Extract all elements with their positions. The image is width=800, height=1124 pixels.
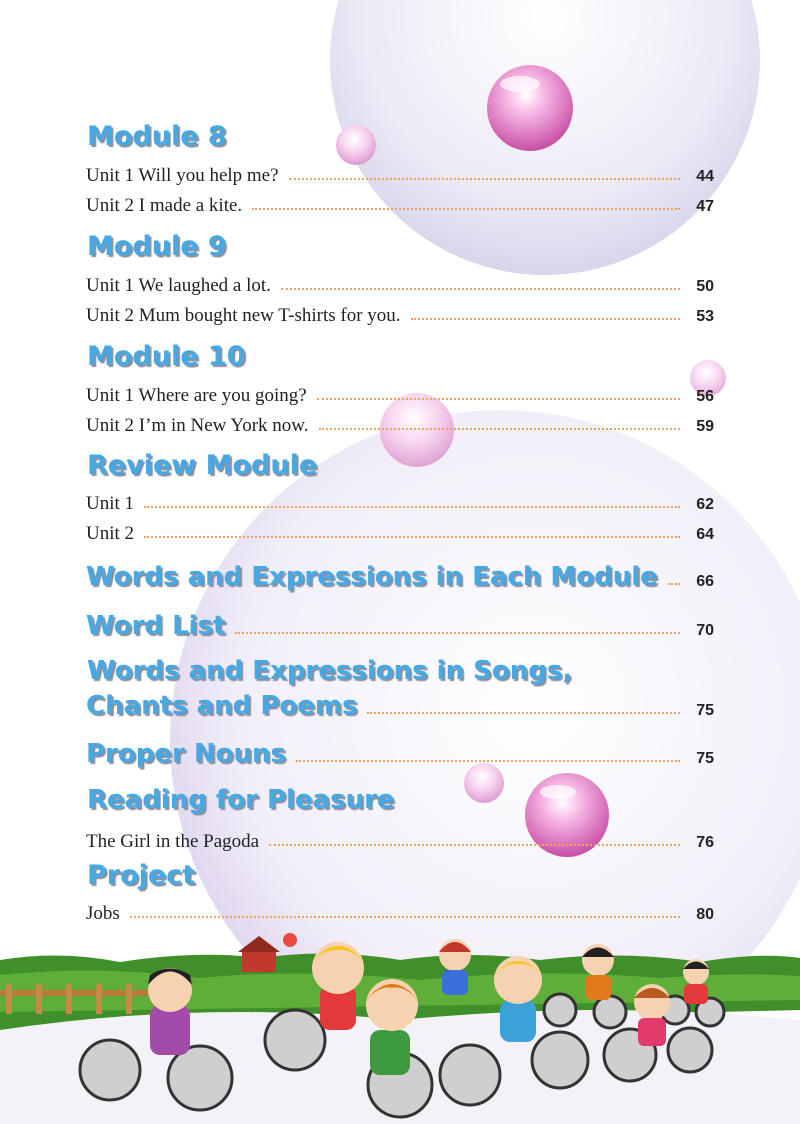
toc-section-label: Words and Expressions in Each Module [86, 562, 658, 592]
page-number: 50 [696, 278, 714, 295]
dot-leader [269, 844, 680, 846]
page-number: 80 [696, 906, 714, 923]
page-number: 75 [696, 702, 714, 719]
toc-entry[interactable] [86, 519, 714, 543]
toc-entry[interactable] [86, 381, 714, 405]
toc-entry-label: Unit 2 I’m in New York now. [86, 415, 309, 436]
page-number: 44 [696, 168, 714, 185]
bubble [464, 763, 504, 803]
page-number: 66 [696, 573, 714, 590]
toc-entry[interactable] [86, 899, 714, 923]
dot-leader [411, 318, 680, 320]
dot-leader [317, 398, 680, 400]
page-number: 64 [696, 526, 714, 543]
dot-leader [296, 760, 680, 762]
page-number: 76 [696, 834, 714, 851]
toc-entry[interactable] [86, 827, 714, 851]
page-number: 70 [696, 622, 714, 639]
toc-entry-words-each-module[interactable] [86, 560, 714, 590]
toc-entry-label: Unit 2 I made a kite. [86, 195, 243, 216]
module-10-heading: Module 10 [87, 341, 246, 372]
toc-section-label: Word List [86, 611, 226, 641]
toc-entry-songs-chants-poems[interactable] [86, 689, 714, 719]
dot-leader [289, 178, 680, 180]
page-number: 75 [696, 750, 714, 767]
toc-entry-proper-nouns[interactable] [86, 737, 714, 767]
toc-entry[interactable] [86, 489, 714, 513]
toc-entry[interactable] [86, 191, 714, 215]
page-number: 59 [696, 418, 714, 435]
dot-leader [281, 288, 680, 290]
dot-leader [144, 536, 680, 538]
toc-entry-label: Unit 1 Where are you going? [86, 385, 307, 406]
dot-leader [668, 583, 680, 585]
toc-section-label: Proper Nouns [86, 739, 286, 769]
toc-entry[interactable] [86, 161, 714, 185]
dot-leader [144, 506, 680, 508]
toc-entry-label: Unit 2 Mum bought new T-shirts for you. [86, 305, 401, 326]
toc-entry-label: Unit 1 [86, 493, 135, 514]
page-number: 53 [696, 308, 714, 325]
project-heading: Project [87, 860, 196, 891]
toc-entry[interactable] [86, 271, 714, 295]
module-9-heading: Module 9 [87, 231, 227, 262]
toc-entry[interactable] [86, 411, 714, 435]
page-number: 56 [696, 388, 714, 405]
reading-for-pleasure-heading: Reading for Pleasure [87, 785, 395, 815]
toc-entry-label: Unit 2 [86, 523, 135, 544]
dot-leader [235, 632, 680, 634]
toc-entry-label: The Girl in the Pagoda [86, 831, 260, 852]
page-number: 47 [696, 198, 714, 215]
toc-entry-label: Unit 1 Will you help me? [86, 165, 279, 186]
dot-leader [130, 916, 680, 918]
review-module-heading: Review Module [87, 450, 318, 481]
cycling-children-illustration [0, 933, 800, 1124]
toc-section-label-line1: Words and Expressions in Songs, [87, 656, 573, 686]
page-number: 62 [696, 496, 714, 513]
toc-entry[interactable] [86, 301, 714, 325]
dot-leader [319, 428, 680, 430]
toc-entry-label: Unit 1 We laughed a lot. [86, 275, 271, 296]
bubble [336, 125, 376, 165]
dot-leader [367, 712, 680, 714]
module-8-heading: Module 8 [87, 121, 227, 152]
toc-entry-word-list[interactable] [86, 609, 714, 639]
toc-entry-label: Jobs [86, 903, 120, 924]
toc-section-label-line2: Chants and Poems [86, 691, 358, 721]
dot-leader [252, 208, 680, 210]
